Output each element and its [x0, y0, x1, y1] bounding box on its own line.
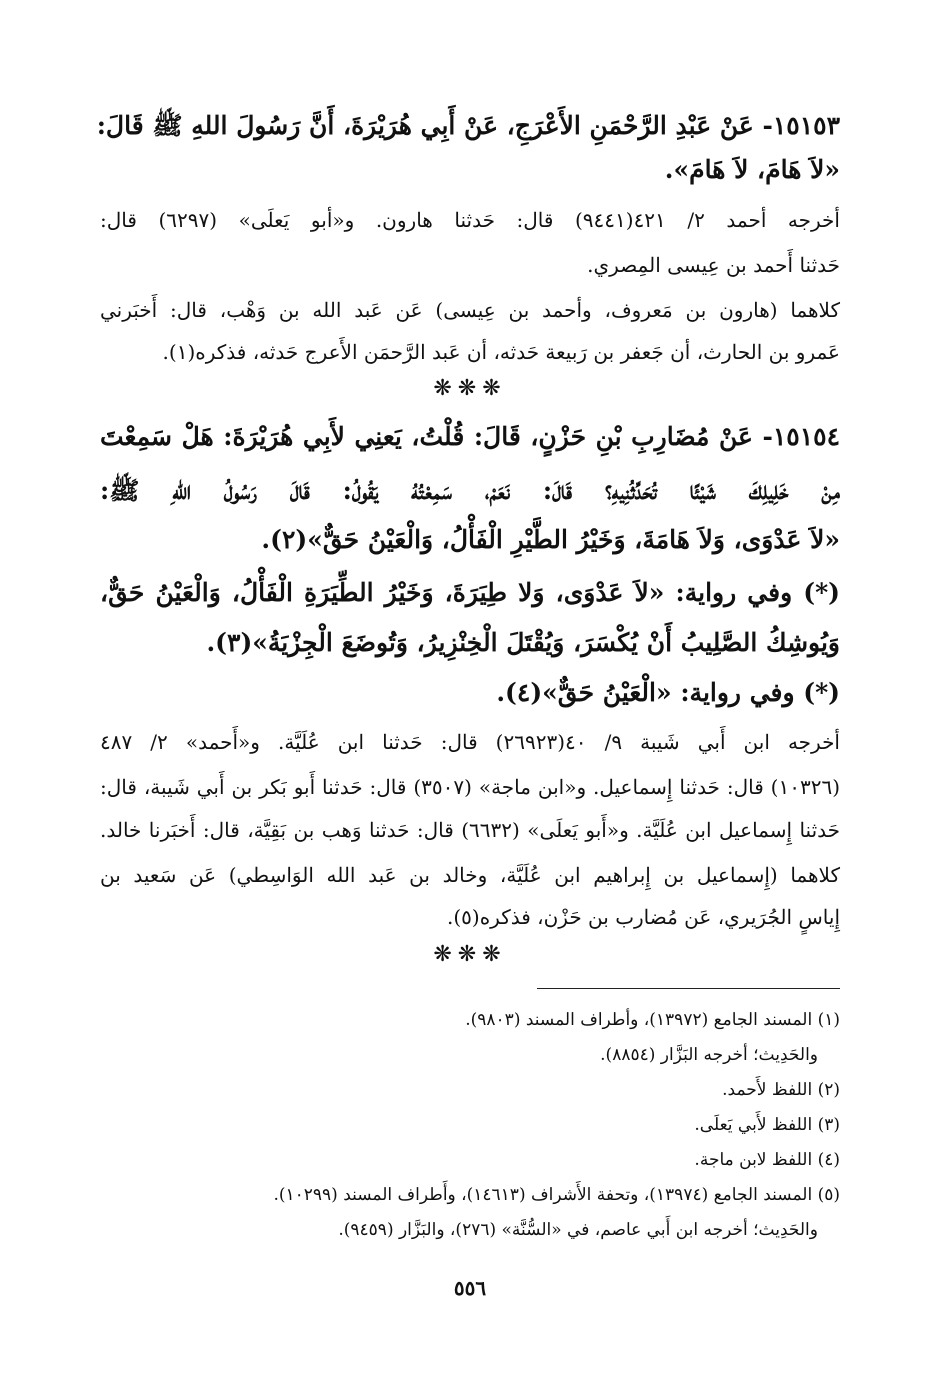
section-separator: ❋❋❋ — [433, 376, 507, 401]
page-number: ٥٥٦ — [453, 1276, 487, 1300]
takhrij-15153-line-2: حَدثنا أَحمد بن عِيسى المِصري. — [587, 253, 840, 277]
hadith-15153-line-1: ١٥١٥٣- عَنْ عَبْدِ الرَّحْمَنِ الأَعْرَجِ، عَنْ أَبِي هُرَيْرَةَ، أَنَّ رَسُولَ اللهِ ﷺ قَالَ: — [96, 111, 840, 140]
section-separator: ❋❋❋ — [433, 942, 507, 967]
riwaya-1-line-1: (*) وفي رواية: «لاَ عَدْوَى، وَلا طِيَرَةَ، وَخَيْرُ الطِّيَرَةِ الْفَأْلُ، وَالْعَيْنُ حَقٌّ، — [100, 578, 840, 607]
footnote-5: (٥) المسند الجامع (١٣٩٧٤)، وتحفة الأَشراف (١٤٦١٣)، وأَطراف المسند (١٠٢٩٩). — [273, 1185, 840, 1205]
footnote-2: (٢) اللفظ لأَحمد. — [722, 1080, 840, 1100]
takhrij-15153-line-1: أخرجه أحمد ٢/ ٤٢١(٩٤٤١) قال: حَدثنا هارون. و«أبو يَعلَى» (٦٢٩٧) قال: — [100, 208, 840, 232]
isnad-15154-line-1: كلاهما (إِسماعيل بن إِبراهيم ابن عُلَيَّة، وخالد بن عَبد الله الوَاسِطي) عَن سَعيد بن — [100, 863, 840, 887]
takhrij-15154-line-3: حَدثنا إِسماعيل ابن عُلَيَّة. و«أَبو يَعلَى» (٦٦٣٢) قال: حَدثنا وَهب بن بَقِيَّة، قال: أَخبَرنا خالد. — [100, 818, 841, 842]
footnote-3: (٣) اللفظ لأَبي يَعلَى. — [694, 1115, 840, 1135]
hadith-15154-line-1: ١٥١٥٤- عَنْ مُضَارِبِ بْنِ حَزْنٍ، قَالَ: قُلْتُ، يَعنِي لأَبِي هُرَيْرَةَ: هَلْ سَمِعْتَ — [100, 422, 840, 451]
hadith-15153-line-2: «لاَ هَامَ، لاَ هَامَ». — [664, 155, 840, 184]
isnad-15153-line-2: عَمرو بن الحارث، أن جَعفر بن رَبيعة حَدثه، أن عَبد الرَّحمَن الأَعرج حَدثه، فذكره(١). — [162, 340, 840, 364]
footnote-1-continued: والحَدِيث؛ أخرجه البَزَّار (٨٨٥٤). — [600, 1045, 818, 1065]
hadith-15154-line-3: «لاَ عَدْوَى، وَلاَ هَامَةَ، وَخَيْرُ الطَّيْرِ الْفَأْلُ، وَالْعَيْنُ حَقٌّ»(٢). — [261, 525, 840, 554]
footnote-rule — [537, 988, 840, 989]
takhrij-15154-line-2: (١٠٣٢٦) قال: حَدثنا إِسماعيل. و«ابن ماجة» (٣٥٠٧) قال: حَدثنا أَبو بَكر بن أَبي شَيبة، قال: — [100, 775, 840, 799]
isnad-15154-line-2: إِياسٍ الجُرَيري، عَن مُضارب بن حَزْن، فذكره(٥). — [446, 905, 840, 929]
takhrij-15154-line-1: أخرجه ابن أَبي شَيبة ٩/ ٤٠(٢٦٩٢٣) قال: حَدثنا ابن عُلَيَّة. و«أَحمد» ٢/ ٤٨٧ — [100, 730, 840, 754]
isnad-15153-line-1: كلاهما (هارون بن مَعروف، وأحمد بن عِيسى) عَن عَبد الله بن وَهْب، قال: أَخبَرني — [100, 298, 840, 322]
footnote-4: (٤) اللفظ لابن ماجة. — [694, 1150, 840, 1170]
riwaya-1-line-2: وَيُوشِكُ الصَّلِيبُ أَنْ يُكْسَرَ، وَيُقْتَلَ الْخِنْزِيرُ، وَتُوضَعَ الْجِزْيَةُ»(٣). — [206, 628, 840, 657]
hadith-15154-line-2: مِنْ خَلِيلِكَ شَيْئًا تُحَدِّثُنِيهِ؟ قَالَ: نَعَمْ، سَمِعْتُهُ يَقُولُ: قَالَ رَسُولُ اللهِ ﷺ: — [100, 476, 840, 505]
footnote-5-continued: والحَدِيث؛ أخرجه ابن أَبي عاصم، في «السُّنَّة» (٢٧٦)، والبَزَّار (٩٤٥٩). — [338, 1220, 818, 1240]
riwaya-2: (*) وفي رواية: «الْعَيْنُ حَقٌّ»(٤). — [496, 678, 840, 707]
footnote-1: (١) المسند الجامع (١٣٩٧٢)، وأطراف المسند (٩٨٠٣). — [465, 1010, 840, 1030]
